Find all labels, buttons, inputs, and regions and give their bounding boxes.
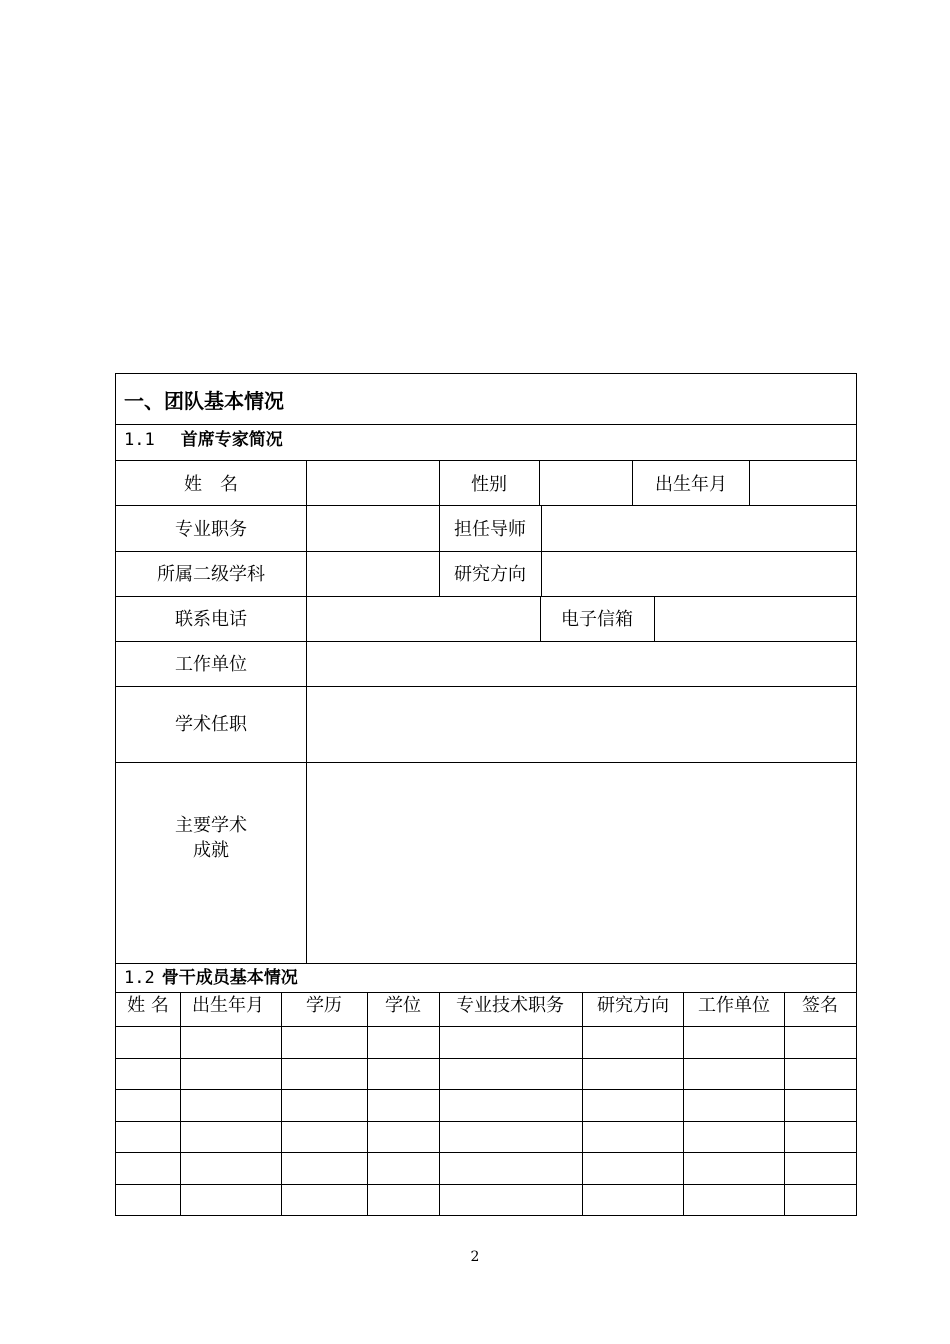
- rule: [116, 963, 856, 964]
- email-field[interactable]: [655, 597, 856, 641]
- column-header-birth: 出生年月: [192, 995, 264, 1016]
- research-field[interactable]: [542, 552, 856, 596]
- column-header-research: 研究方向: [597, 995, 669, 1016]
- phone-field[interactable]: [307, 597, 540, 641]
- rule: [540, 596, 541, 641]
- gender-field[interactable]: [633, 461, 749, 505]
- advisor-field[interactable]: [542, 506, 856, 551]
- chief-heading: [124, 429, 283, 451]
- rule: [539, 460, 540, 505]
- title-field[interactable]: [307, 506, 439, 551]
- discipline-label: 所属二级学科: [157, 564, 265, 585]
- achievements-label-line1: 主要学术: [175, 815, 247, 836]
- name-field[interactable]: [307, 461, 439, 505]
- table-row[interactable]: [116, 1122, 856, 1152]
- chief-heading-text: 首席专家简况: [180, 430, 283, 450]
- table-row[interactable]: [116, 1090, 856, 1121]
- work-unit-field[interactable]: [307, 642, 856, 686]
- research-label: 研究方向: [454, 564, 526, 585]
- table-row[interactable]: [116, 1059, 856, 1089]
- title-label: 专业职务: [175, 519, 247, 540]
- column-header-title: 专业技术职务: [456, 995, 564, 1016]
- members-heading-text: 骨干成员基本情况: [161, 968, 298, 988]
- members-heading: [124, 967, 298, 989]
- table-row[interactable]: [116, 1185, 856, 1215]
- phone-label: 联系电话: [175, 609, 247, 630]
- column-header-name: 姓 名: [127, 995, 169, 1016]
- members-heading-number: 1.2: [124, 968, 155, 988]
- rule: [439, 460, 440, 596]
- email-label: 电子信箱: [561, 609, 633, 630]
- name-label: 姓 名: [184, 474, 238, 495]
- academic-post-label: 学术任职: [175, 714, 247, 735]
- column-header-work-unit: 工作单位: [698, 995, 770, 1016]
- column-header-education: 学历: [306, 995, 342, 1016]
- birth-field[interactable]: [750, 461, 856, 505]
- section-title: 一、团队基本情况: [124, 389, 284, 413]
- birth-label: 出生年月: [655, 474, 727, 495]
- advisor-label: 担任导师: [454, 519, 526, 540]
- discipline-field[interactable]: [307, 552, 439, 596]
- rule: [116, 424, 856, 425]
- chief-heading-number: 1.1: [124, 430, 155, 450]
- page-number: 2: [470, 1249, 480, 1265]
- achievements-field[interactable]: [307, 763, 856, 963]
- team-info-form: [115, 373, 857, 1216]
- rule: [116, 992, 856, 993]
- academic-post-field[interactable]: [307, 687, 856, 762]
- table-row[interactable]: [116, 1027, 856, 1058]
- achievements-label-line2: 成就: [193, 840, 229, 861]
- column-header-signature: 签名: [802, 995, 838, 1016]
- work-unit-label: 工作单位: [175, 654, 247, 675]
- gender-label: 性别: [471, 474, 507, 495]
- table-row[interactable]: [116, 1153, 856, 1184]
- column-header-degree: 学位: [385, 995, 421, 1016]
